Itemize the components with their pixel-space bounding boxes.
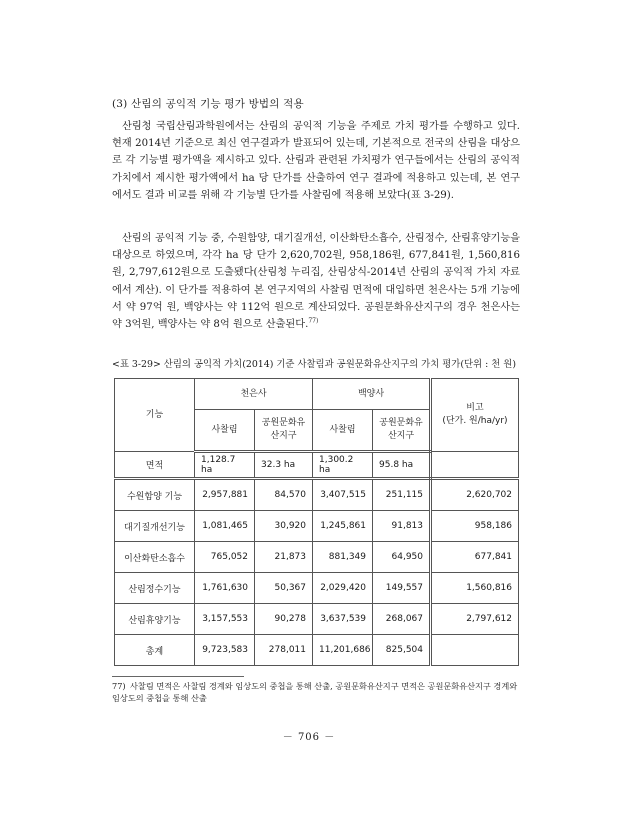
table-cell: 3,157,553 xyxy=(195,604,255,635)
table-cell: 2,957,881 xyxy=(195,479,255,511)
note-cell xyxy=(431,452,519,479)
table-cell: 30,920 xyxy=(255,511,313,542)
table-cell: 3,637,539 xyxy=(313,604,373,635)
table-cell: 21,873 xyxy=(255,542,313,573)
paragraph-2 xyxy=(112,230,520,333)
row-label: 산림정수기능 xyxy=(115,573,195,604)
section-heading: (3) 산림의 공익적 기능 평가 방법의 적용 xyxy=(112,98,304,110)
table-cell: 32.3 ha xyxy=(255,452,313,479)
row-label: 면적 xyxy=(115,452,195,479)
subheader-temple-forest-1: 사찰림 xyxy=(195,410,255,452)
function-header: 기능 xyxy=(115,379,195,452)
group-header-cheoneunsa: 천은사 xyxy=(195,379,313,410)
row-label: 이산화탄소흡수 xyxy=(115,542,195,573)
table-cell: 765,052 xyxy=(195,542,255,573)
note-cell: 2,620,702 xyxy=(431,479,519,511)
note-cell: 958,186 xyxy=(431,511,519,542)
table-cell: 3,407,515 xyxy=(313,479,373,511)
table-row xyxy=(115,479,519,511)
table-cell: 268,067 xyxy=(373,604,431,635)
footnote-text: 사찰림 면적은 사찰림 경계와 임상도의 중첩을 통해 산출, 공원문화유산지구 면적은 공원문화유산지구 경계와 임상도의 중첩을 통해 산출 xyxy=(112,681,518,703)
table-row-total xyxy=(115,635,519,666)
table-cell: 2,029,420 xyxy=(313,573,373,604)
subheader-heritage-district-1: 공원문화유 산지구 xyxy=(255,410,313,452)
table-cell: 149,557 xyxy=(373,573,431,604)
table-cell: 825,504 xyxy=(373,635,431,666)
table-cell: 84,570 xyxy=(255,479,313,511)
note-cell: 1,560,816 xyxy=(431,573,519,604)
footnote-divider xyxy=(112,676,244,677)
row-label: 수원함양 기능 xyxy=(115,479,195,511)
table-row xyxy=(115,452,519,479)
row-label: 대기질개선기능 xyxy=(115,511,195,542)
paragraph-1 xyxy=(112,118,520,204)
table-cell: 9,723,583 xyxy=(195,635,255,666)
table-header-row xyxy=(115,379,519,410)
table-cell: 1,081,465 xyxy=(195,511,255,542)
table-cell: 95.8 ha xyxy=(373,452,431,479)
table-row xyxy=(115,604,519,635)
table-cell: 1,245,861 xyxy=(313,511,373,542)
table-row xyxy=(115,542,519,573)
note-cell xyxy=(431,635,519,666)
table-cell: 1,761,630 xyxy=(195,573,255,604)
table-row xyxy=(115,511,519,542)
subheader-temple-forest-2: 사찰림 xyxy=(313,410,373,452)
table-cell: 50,367 xyxy=(255,573,313,604)
table-row xyxy=(115,573,519,604)
paragraph-1-text: 산림청 국립산림과학원에서는 산림의 공익적 기능을 주제로 가치 평가를 수행하고 있다. 현재 2014년 기준으로 최신 연구결과가 발표되어 있는데, 기본적으로 전국의 산림을 대상으로 각 기능별 평가액을 제시하고 있다. 산림과 관련된 가치평가 연구들에서는 산림의 공익적 가치에서 제시한 평가액에서 ha 당 단가를 산출하여 연구 결과에 적용하고 있는데, 본 연구에서도 결과 비교를 위해 각 기능별 단가를 사찰림에 적용해 보았다(표 3-29). xyxy=(112,121,520,201)
group-header-baekyangsa: 백양사 xyxy=(313,379,431,410)
table-cell: 1,128.7 ha xyxy=(195,452,255,479)
footnote-number: 77) xyxy=(112,681,126,691)
table-cell: 11,201,686 xyxy=(313,635,373,666)
table-cell: 1,300.2 ha xyxy=(313,452,373,479)
value-table xyxy=(114,378,519,666)
note-header: 비고 (단가. 원/ha/yr) xyxy=(431,379,519,452)
footnote xyxy=(112,680,522,704)
page-number: － 706 － xyxy=(282,732,336,743)
table-cell: 278,011 xyxy=(255,635,313,666)
subheader-heritage-district-2: 공원문화유 산지구 xyxy=(373,410,431,452)
note-cell: 677,841 xyxy=(431,542,519,573)
paragraph-2-text: 산림의 공익적 기능 중, 수원함양, 대기질개선, 이산화탄소흡수, 산림정수, 산림휴양기능을 대상으로 하였으며, 각각 ha 당 단가 2,620,702원, 958,186원, 677,841원, 1,560,816원, 2,797,612원으로 도출됐다(산림청 누리집, 산림상식-2014년 산림의 공익적 가치 자료에서 계산). 이 단가를 적용하여 본 연구지역의 사찰림 면적에 대입하면 천은사는 5개 기능에서 약 97억 원, 백양사는 약 112억 원으로 계산되었다. 공원문화유산지구의 경우 천은사는 약 3억원, 백양사는 약 8억 원으로 산출된다. xyxy=(112,233,520,331)
row-label: 총계 xyxy=(115,635,195,666)
footnote-ref[interactable]: 77) xyxy=(308,317,319,325)
table-cell: 90,278 xyxy=(255,604,313,635)
table-cell: 251,115 xyxy=(373,479,431,511)
table-cell: 91,813 xyxy=(373,511,431,542)
note-cell: 2,797,612 xyxy=(431,604,519,635)
row-label: 산림휴양기능 xyxy=(115,604,195,635)
table-cell: 881,349 xyxy=(313,542,373,573)
table-cell: 64,950 xyxy=(373,542,431,573)
table-caption: <표 3-29> 산림의 공익적 가치(2014) 기준 사찰림과 공원문화유산지구의 가치 평가(단위 : 천 원) xyxy=(112,359,516,370)
